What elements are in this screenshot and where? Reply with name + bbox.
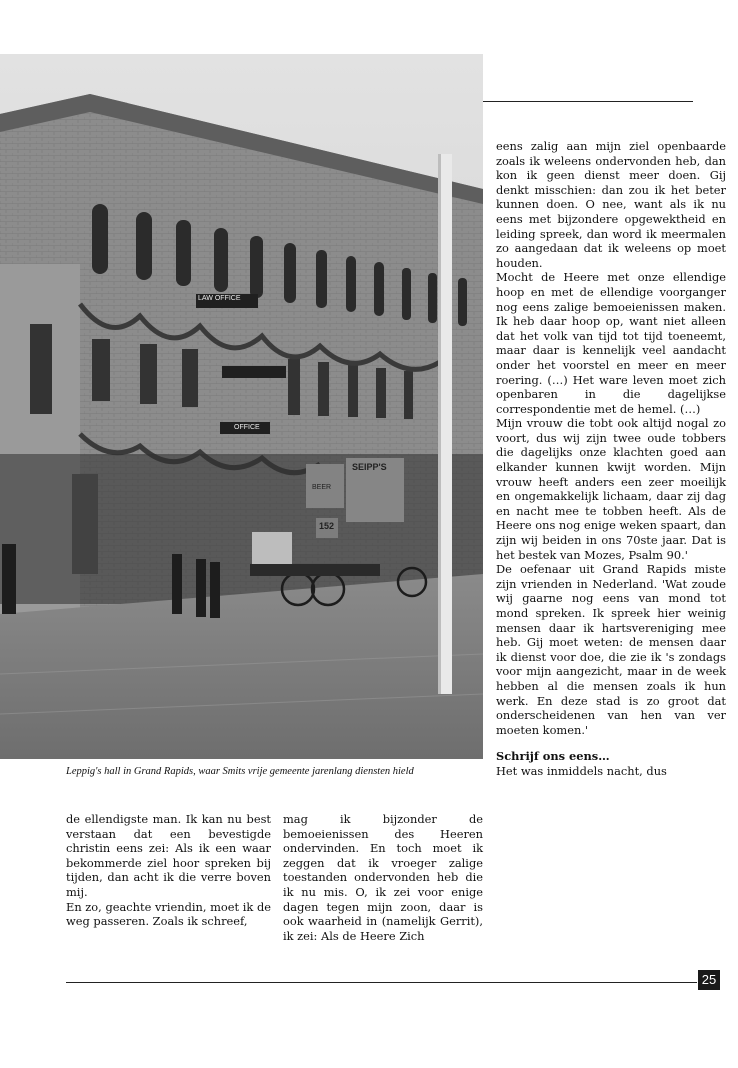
photo-sign-beer: BEER [312,484,332,491]
paragraph: eens zalig aan mijn ziel openbaarde zoals ik weleens ondervonden heb, dan kon ik geen dienst meer doen. Gij denkt misschien: dan zou ik het beter kunnen doen. O nee, want als ik nu eens met bijzondere opgewektheid en leiding spreek, dan word ik meermalen zo aangedaan dat ik weleens op moet houden. [496,139,726,270]
text-column-middle [283,812,483,943]
photo-sign-office: OFFICE [234,424,260,431]
photo-sign-seipps: SEIPP'S [352,462,387,472]
paragraph: En zo, geachte vriendin, moet ik de weg passeren. Zoals ik schreef, [66,899,271,929]
page-number: 25 [698,970,720,990]
paragraph: Mocht de Heere met onze ellendige hoop en met de ellendige voorganger nog eens zalige bemoeienissen maken. Ik heb daar hoop op, want niet alleen dat het volk van tijd tot tijd toeneemt, maar daar is kennelijk veel aandacht onder het voorstel en meer en meer roering. (…) Het ware leven moet zich openbaren in die dagelijkse correspondentie met de hemel. (…) [496,270,726,416]
photo-caption: Leppig's hall in Grand Rapids, waar Smits vrije gemeente jarenlang diensten hield [66,766,414,777]
top-rule [483,101,693,102]
paragraph: mag ik bijzonder de bemoeienissen des Heeren ondervinden. En toch moet ik zeggen dat ik vroeger zalige toestanden ondervonden heb die ik nu mis. O, ik zei voor enige dagen tegen mijn zoon, daar is ook waarheid in (namelijk Gerrit), ik zei: Als de Heere Zich [283,812,483,943]
paragraph: de ellendigste man. Ik kan nu best verstaan dat een bevestigde christin eens zei: Als ik een waar bekommerde ziel hoor spreken bij tijden, dan acht ik die verre boven mij. [66,812,271,899]
paragraph: De oefenaar uit Grand Rapids miste zijn vrienden in Nederland. 'Wat zoude wij gaarne nog eens van mond tot mond spreken. Ik spreek hier weinig mensen daar ik hartsvereniging mee heb. Gij moet weten: de mensen daar ik dienst voor doe, die zie ik 's zondags voor mijn aangezicht, maar in de week hebben al die mensen zoals ik hun werk. En deze stad is zo groot dat onderscheidenen van hen van ver moeten komen.' [496,562,726,737]
text-column-right [496,139,726,779]
paragraph: Het was inmiddels nacht, dus [496,763,667,778]
section-subheading: Schrijf ons eens… [496,749,610,764]
paragraph: Mijn vrouw die tobt ook altijd nogal zo voort, dus wij zijn twee oude tobbers die dagelijks onze klachten goed aan elkander kunnen kwijt worden. Mijn vrouw heeft anders een zeer moeilijk en ongemakkelijk lichaam, daar zij dag en nacht mee te tobben heeft. Als de Heere ons nog enige weken spaart, dan zijn wij beiden in ons 70ste jaar. Dat is het bestek van Mozes, Psalm 90.' [496,416,726,562]
text-column-left [66,812,271,929]
historical-photo [0,54,483,759]
photo-sign-law-office: LAW OFFICE [198,295,241,302]
footer-rule [66,982,697,983]
photo-sign-152: 152 [319,521,335,531]
